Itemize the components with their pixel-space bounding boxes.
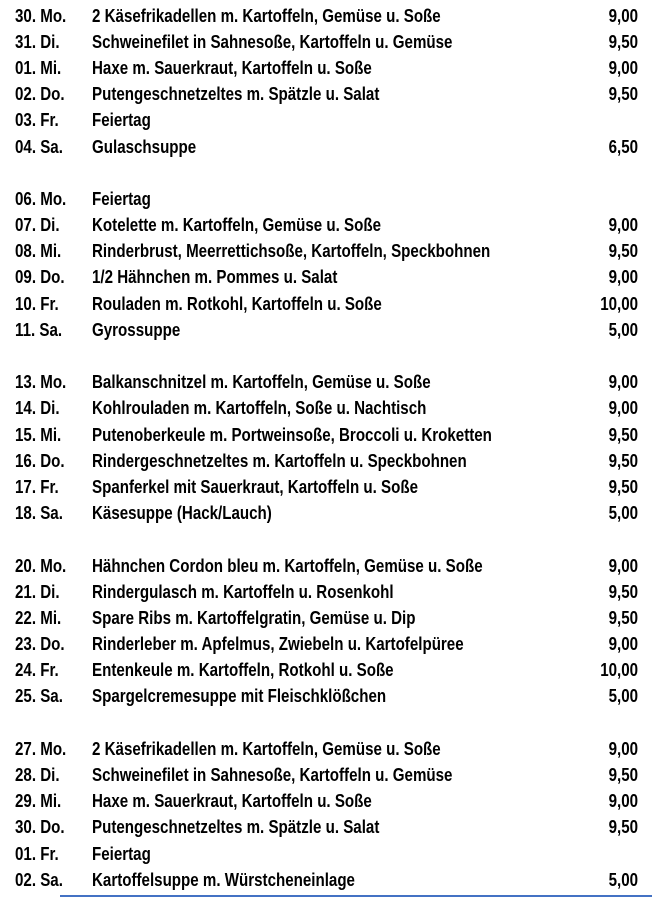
menu-price-text: 5,00: [608, 869, 638, 890]
menu-price: [568, 215, 638, 236]
menu-row: [0, 134, 652, 160]
menu-dish: [92, 634, 568, 655]
menu-row: [0, 605, 652, 631]
menu-price-text: 5,00: [608, 503, 638, 524]
menu-dish: [92, 294, 568, 315]
menu-dish: [92, 84, 568, 105]
menu-dish: [92, 320, 568, 341]
menu-date: [15, 791, 92, 812]
menu-dish: [92, 844, 568, 865]
menu-dish: [92, 477, 568, 498]
menu-price-text: 9,00: [608, 738, 638, 759]
menu-date: [15, 844, 92, 865]
menu-price: [568, 372, 638, 393]
week-block: [0, 370, 652, 527]
menu-dish-text: Gulaschsuppe: [92, 136, 197, 157]
menu-price: [568, 503, 638, 524]
menu-price-text: 10,00: [600, 293, 638, 314]
menu-price: [568, 320, 638, 341]
menu-row: [0, 632, 652, 658]
menu-date-text: 20. Mo.: [15, 555, 67, 576]
menu-date-text: 09. Do.: [15, 267, 65, 288]
menu-date-text: 07. Di.: [15, 215, 60, 236]
menu-price: [568, 817, 638, 838]
menu-row: [0, 239, 652, 265]
menu-price: [568, 267, 638, 288]
week-block: [0, 186, 652, 343]
menu-date-text: 18. Sa.: [15, 503, 63, 524]
menu-date: [15, 320, 92, 341]
menu-date: [15, 556, 92, 577]
menu-date: [15, 398, 92, 419]
menu-price: [568, 189, 638, 210]
menu-row: [0, 370, 652, 396]
menu-dish-text: Kartoffelsuppe m. Würstcheneinlage: [92, 869, 355, 890]
menu-row: [0, 396, 652, 422]
menu-date: [15, 634, 92, 655]
menu-price-text: 9,50: [608, 84, 638, 105]
menu-price: [568, 791, 638, 812]
menu-date-text: 21. Di.: [15, 581, 60, 602]
menu-dish-text: Schweinefilet in Sahnesoße, Kartoffeln u. Gemüse: [92, 31, 453, 52]
menu-price-text: 9,50: [608, 817, 638, 838]
menu-price-text: 9,50: [608, 476, 638, 497]
menu-price: [568, 765, 638, 786]
menu-date: [15, 6, 92, 27]
menu-dish: [92, 556, 568, 577]
menu-dish: [92, 110, 568, 131]
menu-dish: [92, 425, 568, 446]
menu-price: [568, 110, 638, 131]
menu-price-text: 9,00: [608, 791, 638, 812]
menu-row: [0, 684, 652, 710]
menu-dish-text: Spanferkel mit Sauerkraut, Kartoffeln u. Soße: [92, 476, 418, 497]
menu-price: [568, 556, 638, 577]
menu-dish-text: Hähnchen Cordon bleu m. Kartoffeln, Gemüse u. Soße: [92, 555, 483, 576]
menu-price-text: 9,00: [608, 634, 638, 655]
menu-row: [0, 736, 652, 762]
menu-row: [0, 815, 652, 841]
menu-date: [15, 425, 92, 446]
menu-row: [0, 186, 652, 212]
menu-row: [0, 553, 652, 579]
menu-date-text: 28. Di.: [15, 765, 60, 786]
week-block: [0, 553, 652, 710]
menu-date-text: 02. Sa.: [15, 869, 63, 890]
menu-dish: [92, 241, 568, 262]
menu-row: [0, 658, 652, 684]
menu-dish-text: Haxe m. Sauerkraut, Kartoffeln u. Soße: [92, 57, 372, 78]
menu-date-text: 03. Fr.: [15, 110, 59, 131]
menu-date-text: 11. Sa.: [15, 319, 63, 340]
menu-date-text: 08. Mi.: [15, 241, 62, 262]
menu-price-text: 9,50: [608, 31, 638, 52]
menu-price-text: 10,00: [600, 660, 638, 681]
menu-price-text: 9,50: [608, 450, 638, 471]
menu-dish: [92, 137, 568, 158]
menu-price-text: 9,00: [608, 57, 638, 78]
menu-dish-text: Spargelcremesuppe mit Fleischklößchen: [92, 686, 387, 707]
menu-dish: [92, 189, 568, 210]
menu-date: [15, 451, 92, 472]
menu-row: [0, 213, 652, 239]
menu-price: [568, 451, 638, 472]
menu-dish-text: Kotelette m. Kartoffeln, Gemüse u. Soße: [92, 215, 382, 236]
menu-dish-text: Käsesuppe (Hack/Lauch): [92, 503, 272, 524]
menu-dish: [92, 817, 568, 838]
menu-date-text: 16. Do.: [15, 450, 65, 471]
menu-price: [568, 844, 638, 865]
menu-dish: [92, 765, 568, 786]
menu-date-text: 14. Di.: [15, 398, 60, 419]
menu-dish-text: Balkanschnitzel m. Kartoffeln, Gemüse u. Soße: [92, 372, 431, 393]
menu-row: [0, 265, 652, 291]
menu-dish-text: Putengeschnetzeltes m. Spätzle u. Salat: [92, 84, 380, 105]
menu-date: [15, 32, 92, 53]
menu-dish: [92, 215, 568, 236]
week-block: [0, 3, 652, 160]
menu-date-text: 13. Mo.: [15, 372, 67, 393]
menu-price-text: 9,50: [608, 581, 638, 602]
menu-date-text: 30. Mo.: [15, 5, 67, 26]
menu-date-text: 10. Fr.: [15, 293, 59, 314]
menu-price-text: 6,50: [608, 136, 638, 157]
menu-price: [568, 6, 638, 27]
menu-price: [568, 870, 638, 891]
menu-dish: [92, 608, 568, 629]
menu-date-text: 31. Di.: [15, 31, 60, 52]
menu-date-text: 04. Sa.: [15, 136, 63, 157]
menu-dish-text: Feiertag: [92, 188, 151, 209]
menu-dish: [92, 791, 568, 812]
menu-price: [568, 425, 638, 446]
menu-date: [15, 608, 92, 629]
menu-price: [568, 686, 638, 707]
menu-date-text: 17. Fr.: [15, 476, 59, 497]
menu-row: [0, 867, 652, 893]
menu-date: [15, 267, 92, 288]
week-block: [0, 736, 652, 893]
menu-date: [15, 241, 92, 262]
menu-date: [15, 110, 92, 131]
menu-dish: [92, 582, 568, 603]
menu-date: [15, 870, 92, 891]
menu-price: [568, 32, 638, 53]
menu-date-text: 01. Fr.: [15, 843, 59, 864]
menu-price: [568, 660, 638, 681]
menu-price-text: 9,50: [608, 607, 638, 628]
menu-date: [15, 215, 92, 236]
menu-price-text: 9,00: [608, 555, 638, 576]
menu-price: [568, 477, 638, 498]
menu-row: [0, 841, 652, 867]
menu-row: [0, 448, 652, 474]
menu-dish-text: Putenoberkeule m. Portweinsoße, Broccoli u. Kroketten: [92, 424, 492, 445]
menu-price: [568, 608, 638, 629]
menu-dish: [92, 739, 568, 760]
menu-date: [15, 58, 92, 79]
menu-dish-text: Putengeschnetzeltes m. Spätzle u. Salat: [92, 817, 380, 838]
menu-row: [0, 55, 652, 81]
menu-row: [0, 317, 652, 343]
menu-price-text: 9,50: [608, 424, 639, 445]
menu-date-text: 29. Mi.: [15, 791, 62, 812]
menu-date-text: 15. Mi.: [15, 424, 62, 445]
menu-date-text: 24. Fr.: [15, 660, 59, 681]
menu-dish: [92, 6, 568, 27]
menu-date-text: 02. Do.: [15, 84, 65, 105]
menu-dish: [92, 451, 568, 472]
menu-row: [0, 579, 652, 605]
menu-date: [15, 660, 92, 681]
menu-price-text: 5,00: [608, 686, 638, 707]
menu-price-text: 5,00: [608, 319, 638, 340]
menu-dish-text: Schweinefilet in Sahnesoße, Kartoffeln u. Gemüse: [92, 765, 453, 786]
menu-price-text: 9,00: [608, 267, 638, 288]
menu-dish-text: Entenkeule m. Kartoffeln, Rotkohl u. Soße: [92, 660, 394, 681]
menu-date: [15, 817, 92, 838]
menu-dish-text: Haxe m. Sauerkraut, Kartoffeln u. Soße: [92, 791, 372, 812]
menu-date: [15, 582, 92, 603]
menu-price: [568, 137, 638, 158]
menu-row: [0, 291, 652, 317]
menu-dish-text: 2 Käsefrikadellen m. Kartoffeln, Gemüse u. Soße: [92, 5, 441, 26]
menu-price-text: 9,00: [608, 215, 638, 236]
menu-dish-text: 2 Käsefrikadellen m. Kartoffeln, Gemüse u. Soße: [92, 738, 441, 759]
menu-dish: [92, 32, 568, 53]
menu-price: [568, 84, 638, 105]
menu-date: [15, 739, 92, 760]
menu-dish-text: Gyrossuppe: [92, 319, 181, 340]
menu-price-text: 9,50: [608, 241, 638, 262]
menu-price-text: 9,00: [608, 398, 638, 419]
menu-dish-text: Feiertag: [92, 110, 151, 131]
menu-price-text: 9,00: [608, 5, 638, 26]
menu-row: [0, 474, 652, 500]
menu-row: [0, 82, 652, 108]
menu-date-text: 30. Do.: [15, 817, 65, 838]
menu-date: [15, 765, 92, 786]
menu-dish: [92, 660, 568, 681]
menu-row: [0, 762, 652, 788]
menu-row: [0, 501, 652, 527]
menu-date: [15, 372, 92, 393]
menu-date: [15, 189, 92, 210]
menu-dish-text: Spare Ribs m. Kartoffelgratin, Gemüse u. Dip: [92, 607, 416, 628]
menu-date-text: 01. Mi.: [15, 57, 62, 78]
menu-dish: [92, 398, 568, 419]
menu-price: [568, 582, 638, 603]
menu-dish: [92, 267, 568, 288]
menu-price: [568, 241, 638, 262]
menu-price: [568, 398, 638, 419]
menu-price: [568, 294, 638, 315]
menu-dish-text: Feiertag: [92, 843, 151, 864]
menu-dish: [92, 870, 568, 891]
menu-dish-text: Rinderleber m. Apfelmus, Zwiebeln u. Kartofelpüree: [92, 634, 464, 655]
menu-dish-text: Kohlrouladen m. Kartoffeln, Soße u. Nachtisch: [92, 398, 427, 419]
menu-price-text: 9,00: [608, 372, 638, 393]
menu-date: [15, 84, 92, 105]
menu-dish-text: Rindergeschnetzeltes m. Kartoffeln u. Speckbohnen: [92, 450, 467, 471]
menu-date-text: 27. Mo.: [15, 738, 67, 759]
menu-dish: [92, 372, 568, 393]
menu-date: [15, 137, 92, 158]
menu-price: [568, 634, 638, 655]
menu-date: [15, 477, 92, 498]
menu-price: [568, 739, 638, 760]
menu-date-text: 06. Mo.: [15, 188, 67, 209]
menu-row: [0, 789, 652, 815]
menu-dish: [92, 58, 568, 79]
menu-date-text: 22. Mi.: [15, 607, 62, 628]
menu-dish: [92, 686, 568, 707]
menu-row: [0, 108, 652, 134]
menu-row: [0, 422, 652, 448]
menu-date: [15, 294, 92, 315]
menu-dish-text: Rouladen m. Rotkohl, Kartoffeln u. Soße: [92, 293, 382, 314]
menu-date: [15, 503, 92, 524]
menu-dish-text: Rinderbrust, Meerrettichsoße, Kartoffeln, Speckbohnen: [92, 241, 491, 262]
menu-date: [15, 686, 92, 707]
menu-price: [568, 58, 638, 79]
menu-row: [0, 3, 652, 29]
menu-row: [0, 29, 652, 55]
menu-dish-text: Rindergulasch m. Kartoffeln u. Rosenkohl: [92, 581, 394, 602]
menu-date-text: 25. Sa.: [15, 686, 63, 707]
menu-date-text: 23. Do.: [15, 634, 65, 655]
menu-dish: [92, 503, 568, 524]
menu-price-text: 9,50: [608, 765, 638, 786]
menu-dish-text: 1/2 Hähnchen m. Pommes u. Salat: [92, 267, 338, 288]
